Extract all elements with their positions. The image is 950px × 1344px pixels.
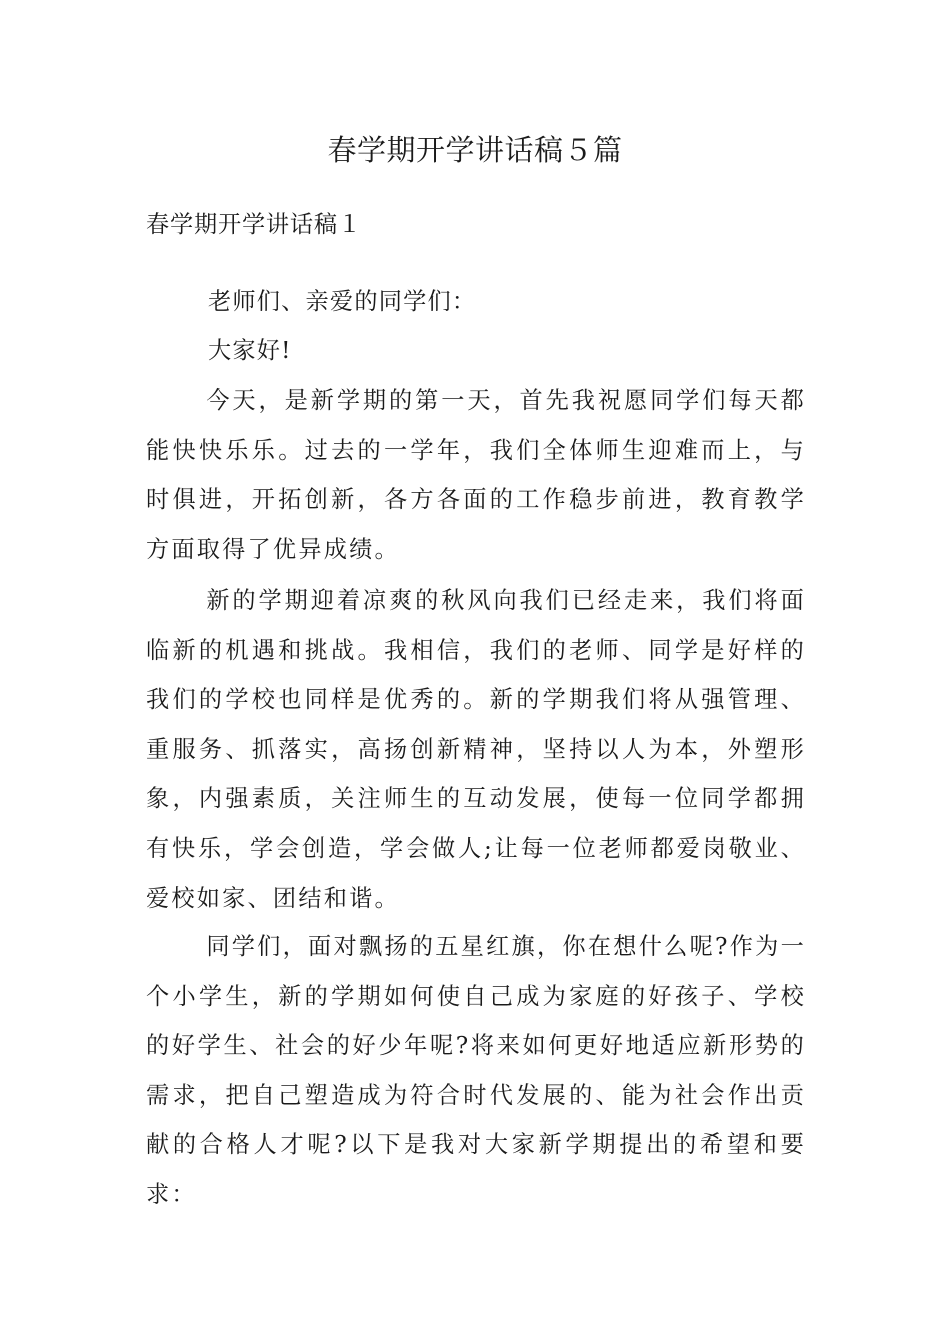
paragraph: 同学们，面对飘扬的五星红旗，你在想什么呢?作为一个小学生，新的学期如何使自己成为家庭的好孩子、学校的好学生、社会的好少年呢?将来如何更好地适应新形势的需求，把自己塑造成为符合时代发展的、能为社会作出贡献的合格人才呢?以下是我对大家新学期提出的希望和要求： xyxy=(146,933,806,1208)
paragraph: 今天，是新学期的第一天，首先我祝愿同学们每天都能快快乐乐。过去的一学年，我们全体师生迎难而上，与时俱进，开拓创新，各方各面的工作稳步前进，教育教学方面取得了优异成绩。 xyxy=(146,387,806,563)
paragraph-block-1 xyxy=(146,376,806,574)
greeting: 大家好! xyxy=(208,337,292,364)
paragraph-block-3 xyxy=(146,922,806,1220)
document-title: 春学期开学讲话稿５篇 xyxy=(327,133,623,167)
salutation: 老师们、亲爱的同学们： xyxy=(208,288,477,315)
paragraph: 新的学期迎着凉爽的秋风向我们已经走来，我们将面临新的机遇和挑战。我相信，我们的老师、同学是好样的我们的学校也同样是优秀的。新的学期我们将从强管理、重服务、抓落实，高扬创新精神，坚持以人为本，外塑形象，内强素质，关注师生的互动发展，使每一位同学都拥有快乐，学会创造，学会做人;让每一位老师都爱岗敬业、爱校如家、团结和谐。 xyxy=(146,587,806,912)
section-heading: 春学期开学讲话稿１ xyxy=(146,211,362,238)
paragraph-block-2 xyxy=(146,576,806,923)
